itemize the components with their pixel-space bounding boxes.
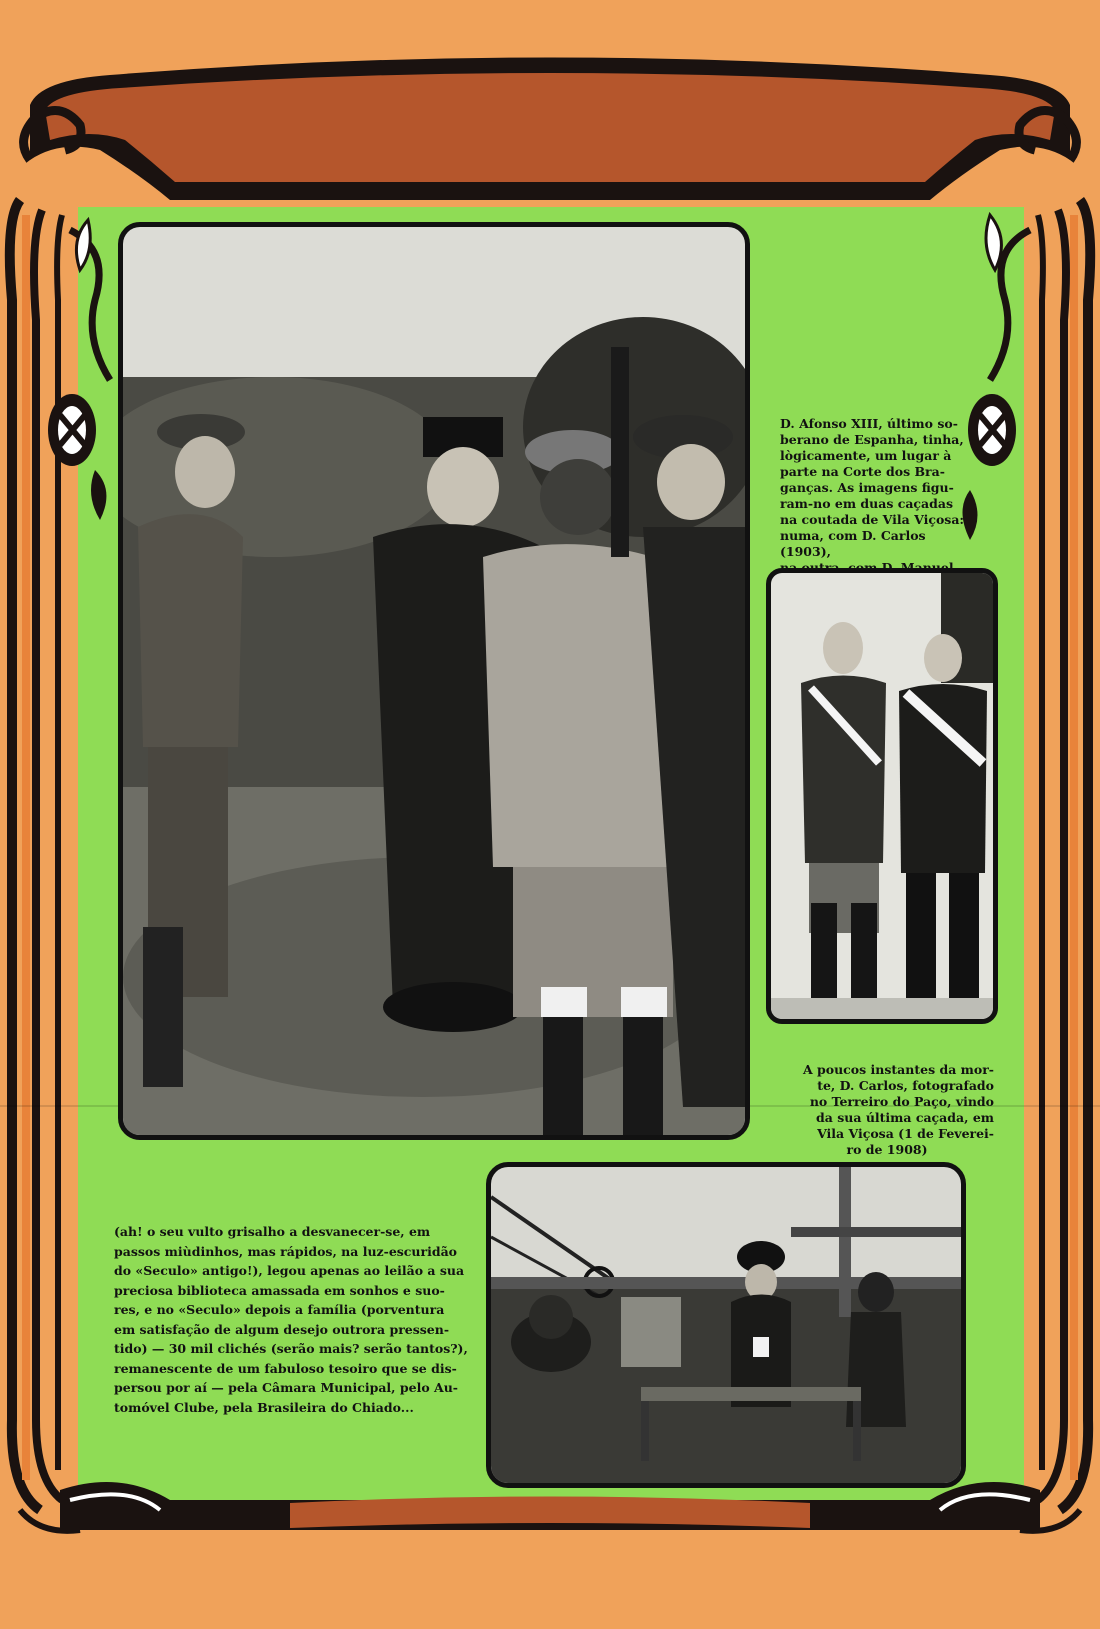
body-line: passos miùdinhos, mas rápidos, na luz-escuridão	[114, 1243, 458, 1259]
officers-uniform-photo	[766, 568, 998, 1024]
caption-line: na coutada de Vila Viçosa:	[780, 512, 965, 527]
caption-line: ro de 1908)	[846, 1142, 928, 1157]
caption-line: da sua última caçada, em	[816, 1110, 994, 1125]
caption-line: Vila Viçosa (1 de Feverei-	[817, 1126, 994, 1141]
caption-line: no Terreiro do Paço, vindo	[809, 1094, 994, 1109]
caption-line: lògicamente, um lugar à	[780, 448, 952, 463]
caption-line: ganças. As imagens figu-	[780, 480, 954, 495]
body-line: tido) — 30 mil clichés (serão mais? serão tantos?),	[114, 1341, 468, 1356]
caption-line: berano de Espanha, tinha,	[780, 432, 964, 447]
caption-line: D. Afonso XIII, último so-	[780, 416, 958, 431]
body-line: preciosa biblioteca amassada em sonhos e suo-	[114, 1282, 445, 1298]
body-line: remanescente de um fabuloso tesoiro que se dis-	[114, 1360, 457, 1376]
caption-afonso	[780, 416, 976, 592]
caption-line: A poucos instantes da mor-	[802, 1062, 994, 1077]
caption-line: parte na Corte dos Bra-	[780, 464, 945, 479]
body-line: persou por aí — pela Câmara Municipal, pelo Au-	[114, 1380, 458, 1395]
body-line: (ah! o seu vulto grisalho a desvanecer-se, em	[114, 1224, 431, 1239]
article-body-text	[114, 1222, 468, 1417]
caption-line: ram-no em duas caçadas	[780, 496, 954, 511]
caption-line: numa, com D. Carlos (1903),	[780, 528, 926, 559]
body-line: em satisfação de algum desejo outrora pressen-	[114, 1321, 450, 1337]
body-line: tomóvel Clube, pela Brasileira do Chiado...	[114, 1399, 414, 1415]
caption-carlos	[780, 1062, 994, 1158]
body-line: res, e no «Seculo» depois a família (porventura	[114, 1302, 445, 1317]
hunting-party-photo	[118, 222, 750, 1140]
caption-line: te, D. Carlos, fotografado	[817, 1078, 994, 1093]
body-line: do «Seculo» antigo!), legou apenas ao leilão a sua	[114, 1263, 465, 1278]
ferry-deck-photo	[486, 1162, 966, 1488]
